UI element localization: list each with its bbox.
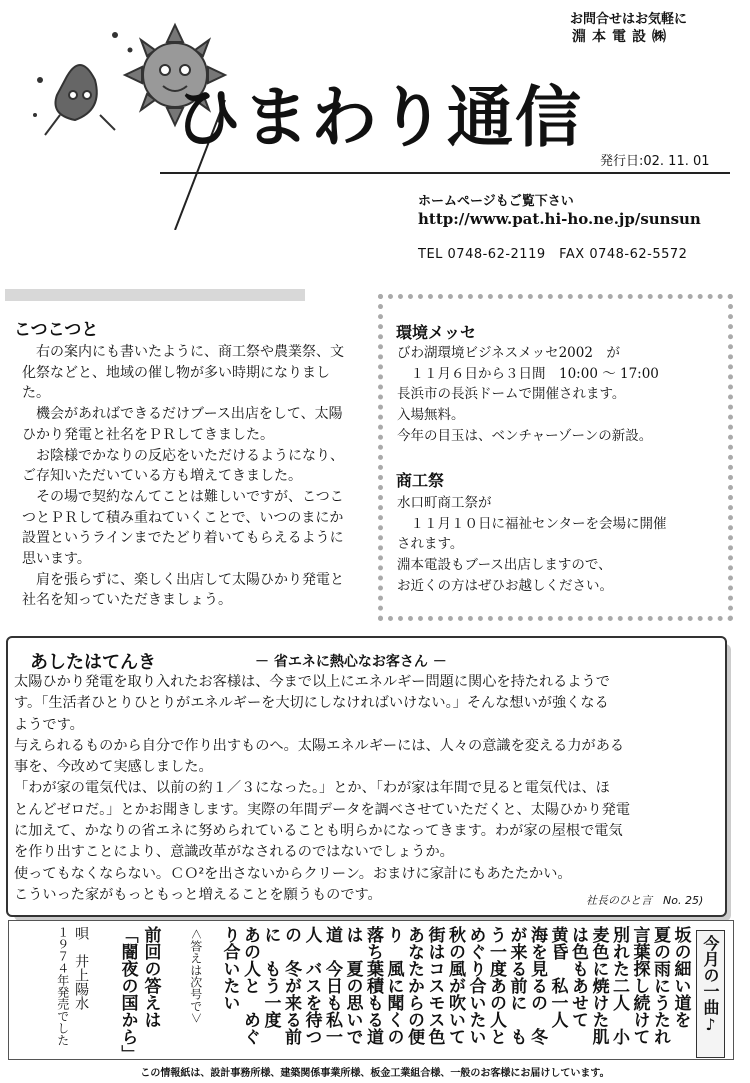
shokosai-title: 商工祭 (396, 471, 445, 490)
env-messe-body (397, 343, 722, 447)
issue-date: 発行日:02. 11. 01 (600, 154, 710, 169)
song-of-month-badge: 今月の一曲♪ (696, 930, 725, 1058)
text-line: 長浜市の長浜ドームで開催されます。 (397, 386, 626, 403)
homepage-label: ホームページもご覧下さい (418, 194, 574, 209)
paragraph: 右の案内にも書いたように、商工祭や農業祭、文化祭などと、地域の催し物が多い時期になりました。 (22, 344, 344, 402)
song-lyric-column: 坂の細い道を (670, 926, 691, 1028)
text-line: 淵本電設もブース出店しますので、 (397, 557, 612, 574)
text-line: されます。 (397, 536, 464, 553)
title-underline (160, 172, 730, 174)
text-line: す。「生活者ひとりひとりがエネルギーを大切にしなければいけない。」そんな想いが強くなる (14, 695, 609, 712)
homepage-url[interactable]: http://www.pat.hi-ho.ne.jp/sunsun (418, 210, 701, 228)
company-name: 淵本電設㈱ (572, 29, 672, 45)
song-lyric-column: は 夏の思いで (342, 926, 363, 1045)
song-lyric-column: 海を見るの 冬 (527, 926, 548, 1045)
text-line: 使ってもなくならない。ＣＯ²を出さないからクリーン。おまけに家計にもあたたかい。 (14, 865, 572, 882)
text-line: 今年の目玉は、ベンチャーゾーンの新設。 (397, 427, 653, 444)
song-lyric-column: の 冬が来る前 (281, 926, 302, 1045)
song-lyric-column: めぐり合いたい (465, 926, 486, 1045)
song-lyric-column: は色もあせて (568, 926, 589, 1028)
tel-fax: TEL 0748-62-2119 FAX 0748-62-5572 (418, 247, 688, 262)
song-lyric-column: 落ち葉積もる道 (363, 926, 384, 1045)
text-line: 与えられるものから自分で作り出すものへ。太陽エネルギーには、人々の意識を変える力がある (14, 737, 625, 754)
article-title: あしたはてんき (30, 652, 156, 673)
answer-next-note: ＜答えは次号で＞ (188, 928, 203, 1025)
text-line: こういった家がもっともっと増えることを願うものです。 (14, 886, 382, 903)
paragraph: 肩を張らずに、楽しく出店して太陽ひかり発電と社名を知っていただきましょう。 (22, 571, 344, 609)
text-line: お近くの方はぜひお越しください。 (397, 577, 613, 594)
song-lyric-column: 街はコスモス色 (424, 926, 445, 1045)
text-line: に加えて、かなりの省エネに努められていることも明らかになってきます。わが家の屋根で電気 (14, 823, 623, 840)
text-line: 太陽ひかり発電を取り入れたお客様は、今まで以上にエネルギー問題に関心を持たれるようで (14, 674, 610, 690)
shokosai-body (397, 493, 722, 597)
song-lyric-column: 道 今日も私一 (322, 926, 343, 1045)
song-lyric-column: 別れた二人 小 (609, 926, 630, 1045)
text-line: とんどゼロだ。」とかお聞きします。実際の年間データを調べさせていただくと、太陽ひかり発電 (14, 801, 631, 818)
text-line: 入場無料。 (397, 407, 465, 424)
song-lyric-column: が来る前に も (506, 926, 527, 1045)
prev-answer-year: １９７４年発売でした (55, 926, 70, 1046)
contact-label: お問合せはお気軽に (570, 12, 688, 27)
song-lyric-column: 麦色に焼けた肌 (588, 926, 609, 1045)
prev-answer-artist: 唄 井上陽水 (73, 926, 90, 1010)
song-lyric-column: う一度あの人と (486, 926, 507, 1045)
song-lyric-column: 夏の雨にうたれ (650, 926, 671, 1045)
song-lyric-column: り 風に聞くの (383, 926, 404, 1045)
text-line: １１月６日から３日間 10:00 ～ 17:00 (397, 365, 659, 382)
text-line: ようです。 (14, 716, 84, 733)
song-lyric-column: 秋の風が吹いて (445, 926, 466, 1045)
paragraph: その場で契約なんてことは難しいですが、こつこつとＰＲして積み重ねていくことで、いつのまにか設置というラインまでたどり着いてもらえるように思います。 (22, 488, 344, 568)
prev-answer-q1: 前回の答えは (140, 926, 161, 1028)
text-line: 事を、今改めて実感しました。 (14, 759, 213, 776)
article-subtitle: － 省エネに熱心なお客さん － (255, 654, 447, 670)
paragraph: 機会があればできるだけブース出店をして、太陽ひかり発電と社名をＰＲしてきました。 (22, 406, 343, 443)
text-line: びわ湖環境ビジネスメッセ2002 が (397, 345, 620, 361)
article-signature: 社長のひと言 No. 25) (586, 894, 704, 907)
text-line: １１月１０日に福祉センターを会場に開催 (397, 515, 667, 532)
kotsukotsu-body (22, 342, 352, 611)
text-line: 水口町商工祭が (397, 495, 492, 511)
song-lyric-column: に もう一度 (260, 926, 281, 1028)
text-line: 「わが家の電気代は、以前の約１／３になった。」とか、「わが家は年間で見ると電気代は、ほ (14, 780, 610, 797)
newsletter-title: ひまわり通信 (175, 79, 583, 156)
song-lyric-column: り合いたい (219, 926, 240, 1011)
song-lyric-column: 言葉探し続けて (629, 926, 650, 1045)
paragraph: お陰様でかなりの反応をいただけるようになり、ご存知いただいている方も増えてきました。 (22, 447, 344, 485)
env-messe-title: 環境メッセ (396, 323, 477, 342)
section-header-bar (5, 289, 305, 301)
footer-note: この情報紙は、設計事務所様、建築関係事業所様、板金工業組合様、一般のお客様にお届けしています。 (140, 1068, 610, 1079)
song-lyric-column: あなたからの便 (404, 926, 425, 1045)
text-line: を作り出すことにより、意識改革がなされるのではないでしょうか。 (14, 844, 454, 861)
song-lyric-column: 人 バスを待つ (301, 926, 322, 1045)
prev-answer-q2: 「闇夜の国から」 (117, 926, 138, 1062)
kotsukotsu-title: こつこつと (14, 320, 99, 340)
song-lyric-column: あの人と めぐ (240, 926, 261, 1045)
article-body (14, 672, 726, 906)
song-lyric-column: 黄昏 私一人 (547, 926, 568, 1028)
